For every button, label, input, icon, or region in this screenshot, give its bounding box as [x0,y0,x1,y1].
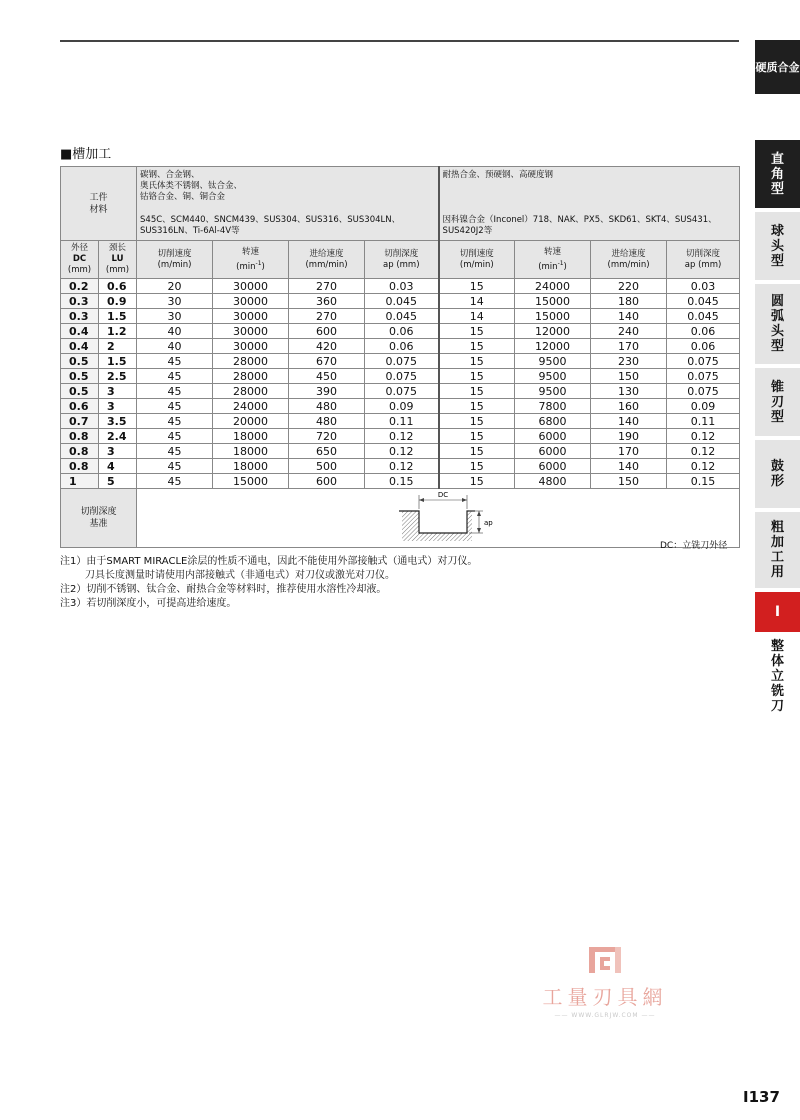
material-group-2 [439,167,740,241]
cell-lu: 1.5 [99,354,137,369]
cell-n2: 6000 [515,444,591,459]
side-tab-label: 硬质合金 [755,60,800,74]
side-tab-carbide[interactable] [755,40,800,94]
cell-n2: 4800 [515,474,591,489]
group1-material: 碳钢、合金钢、 [140,170,200,180]
cell-vf1: 600 [289,324,365,339]
col-header-ap-1 [365,241,439,279]
notes [60,555,477,611]
col-header-text: ) [261,261,265,272]
dc-dim-label: DC [437,491,449,499]
col-header-text: 切削深度 [384,248,419,259]
col-header-text: (min [538,261,558,272]
cell-ap1: 0.075 [365,354,439,369]
cell-vc1: 30 [137,294,213,309]
side-tab-solid-endmill [755,636,800,716]
table-row [61,384,740,399]
cell-vf2: 240 [591,324,667,339]
cell-vf1: 650 [289,444,365,459]
cell-ap1: 0.045 [365,294,439,309]
cell-vf2: 150 [591,369,667,384]
cell-n1: 28000 [213,369,289,384]
depth-reference-diagram-cell [137,489,740,548]
cell-lu: 5 [99,474,137,489]
cell-ap2: 0.11 [667,414,740,429]
side-tab-ball[interactable] [755,212,800,280]
cell-dc: 0.8 [61,459,99,474]
cell-vc1: 20 [137,279,213,294]
col-header-vc-2 [439,241,515,279]
cell-ap1: 0.15 [365,474,439,489]
cell-vf1: 270 [289,309,365,324]
ap-dim-label: ap [484,519,493,527]
cell-ap1: 0.045 [365,309,439,324]
cell-lu: 2.5 [99,369,137,384]
col-header-text: 切削速度 [157,248,192,259]
cell-ap2: 0.12 [667,444,740,459]
cell-vf1: 480 [289,414,365,429]
table-row [61,399,740,414]
col-header-text: 颈长 [109,243,127,253]
cell-dc: 0.5 [61,369,99,384]
cell-n1: 30000 [213,309,289,324]
col-header-dc [61,241,99,279]
cell-lu: 0.9 [99,294,137,309]
cell-ap1: 0.11 [365,414,439,429]
cell-ap1: 0.06 [365,339,439,354]
side-tab-label: 锥刃型 [770,379,784,425]
cell-lu: 3 [99,444,137,459]
col-header-text: 转速 [242,246,260,257]
side-tab-section-i[interactable] [755,592,800,632]
cell-n2: 6000 [515,459,591,474]
col-header-text: -1 [557,259,564,267]
depth-ref-text: 基准 [89,519,108,529]
col-header-ap-2 [667,241,740,279]
cell-ap1: 0.12 [365,429,439,444]
col-header-vf-1 [289,241,365,279]
cell-vf1: 450 [289,369,365,384]
col-header-text: (min [236,261,256,272]
cell-n2: 7800 [515,399,591,414]
dc-arrow-right [462,498,467,502]
cell-vf2: 170 [591,444,667,459]
cell-dc: 0.4 [61,324,99,339]
dc-arrow-left [419,498,424,502]
note-2: 注2）切削不锈钢、钛合金、耐热合金等材料时，推荐使用水溶性冷却液。 [60,584,387,595]
cell-n2: 15000 [515,309,591,324]
cell-n1: 30000 [213,324,289,339]
cell-n2: 24000 [515,279,591,294]
cell-dc: 1 [61,474,99,489]
col-header-text: 切削速度 [459,248,494,259]
cell-vf1: 720 [289,429,365,444]
cell-vc2: 15 [439,429,515,444]
ap-arrow-top [477,511,481,516]
group1-material: 奥氏体类不锈钢、钛合金、 [140,181,243,191]
col-header-text: LU [111,254,124,264]
cell-vf2: 230 [591,354,667,369]
cell-vf2: 140 [591,309,667,324]
depth-reference-label [61,489,137,548]
cutting-conditions-table [60,166,740,548]
cell-lu: 2.4 [99,429,137,444]
cell-vf2: 150 [591,474,667,489]
cell-n1: 24000 [213,399,289,414]
cell-n1: 18000 [213,459,289,474]
cell-vf1: 670 [289,354,365,369]
cell-vc1: 45 [137,384,213,399]
col-header-n-1 [213,241,289,279]
cell-dc: 0.5 [61,384,99,399]
cell-n1: 18000 [213,429,289,444]
group1-grades: S45C、SCM440、SNCM439、SUS304、SUS316、SUS304LN、 [140,215,401,225]
cell-vf2: 140 [591,414,667,429]
cell-n2: 12000 [515,339,591,354]
workpiece-header [61,167,137,241]
table-row [61,339,740,354]
cell-n2: 9500 [515,384,591,399]
cell-dc: 0.6 [61,399,99,414]
cell-ap2: 0.06 [667,339,740,354]
cell-n1: 28000 [213,384,289,399]
cell-vf1: 270 [289,279,365,294]
cell-vc1: 45 [137,474,213,489]
group2-grades: 因科镍合金（Inconel）718、NAK、PX5、SKD61、SKT4、SUS431、 [442,215,717,225]
cell-ap1: 0.09 [365,399,439,414]
col-header-text: ap (mm) [684,259,722,270]
watermark-logo-icon [585,945,625,975]
group1-material: 钴铬合金、铜、铜合金 [140,192,226,202]
table-row [61,444,740,459]
cell-vc2: 15 [439,324,515,339]
side-tab-label: 直角型 [770,151,784,197]
cell-vf1: 420 [289,339,365,354]
table-row [61,294,740,309]
col-header-vf-2 [591,241,667,279]
col-header-text: (mm) [105,265,130,275]
slot-depth-diagram [137,489,740,543]
side-tab-label: I [774,603,781,620]
cell-n1: 30000 [213,339,289,354]
table-row [61,354,740,369]
cell-dc: 0.2 [61,279,99,294]
side-tab-square[interactable] [755,140,800,208]
section-title [60,143,111,162]
cell-vc2: 15 [439,384,515,399]
col-header-n-2 [515,241,591,279]
cell-ap2: 0.075 [667,384,740,399]
cell-vc1: 45 [137,429,213,444]
cell-n1: 15000 [213,474,289,489]
depth-ref-text: 切削深度 [80,507,117,517]
cell-vf1: 600 [289,474,365,489]
cell-n1: 20000 [213,414,289,429]
group1-grades: SUS316LN、Ti-6Al-4V等 [140,226,240,236]
cell-vc2: 15 [439,354,515,369]
note-1-cont: 刀具长度测量时请使用内部接触式（非通电式）对刀仪或激光对刀仪。 [85,570,395,581]
cell-lu: 0.6 [99,279,137,294]
cell-vc2: 15 [439,414,515,429]
side-tab-label: 球头型 [770,223,784,269]
note-1: 注1）由于SMART MIRACLE涂层的性质不通电，因此不能使用外部接触式（通电式）对刀仪。 [60,556,478,567]
cell-vf1: 480 [289,399,365,414]
col-header-text: ) [563,261,567,272]
cell-vf2: 190 [591,429,667,444]
cell-vf2: 160 [591,399,667,414]
col-header-text: 进给速度 [309,248,344,259]
table-row [61,369,740,384]
col-header-text: (m/min) [157,259,192,270]
col-header-text: DC [72,254,87,264]
cell-ap2: 0.12 [667,459,740,474]
cell-vc1: 45 [137,399,213,414]
col-header-vc-1 [137,241,213,279]
cell-dc: 0.3 [61,309,99,324]
cell-n2: 12000 [515,324,591,339]
section-title-text: ■槽加工 [60,147,112,162]
cell-ap1: 0.075 [365,384,439,399]
cell-vc1: 45 [137,414,213,429]
cell-lu: 3 [99,399,137,414]
cell-ap2: 0.045 [667,309,740,324]
cell-n1: 28000 [213,354,289,369]
cell-vc1: 40 [137,324,213,339]
col-header-text: (m/min) [459,259,494,270]
cell-ap2: 0.06 [667,324,740,339]
cell-n1: 30000 [213,279,289,294]
cell-ap1: 0.12 [365,459,439,474]
cell-lu: 3 [99,384,137,399]
cell-vc2: 15 [439,444,515,459]
cell-vf2: 130 [591,384,667,399]
cell-lu: 3.5 [99,414,137,429]
col-header-text: 进给速度 [611,248,646,259]
col-header-lu [99,241,137,279]
cell-lu: 2 [99,339,137,354]
side-tab-label: 粗加工用 [770,520,784,580]
cell-vf1: 500 [289,459,365,474]
col-header-text: 切削深度 [686,248,721,259]
cell-vc2: 15 [439,369,515,384]
cell-lu: 4 [99,459,137,474]
cell-n2: 6800 [515,414,591,429]
cell-ap1: 0.03 [365,279,439,294]
cell-dc: 0.8 [61,444,99,459]
cell-vc2: 14 [439,309,515,324]
cell-ap1: 0.075 [365,369,439,384]
cell-n2: 6000 [515,429,591,444]
cell-dc: 0.5 [61,354,99,369]
cell-vc1: 30 [137,309,213,324]
cell-ap2: 0.09 [667,399,740,414]
side-tab-taper[interactable] [755,368,800,436]
cell-vc1: 45 [137,354,213,369]
col-header-text: -1 [255,259,262,267]
cell-dc: 0.4 [61,339,99,354]
col-header-text: 外径 [70,243,88,253]
table-row [61,279,740,294]
cell-lu: 1.2 [99,324,137,339]
cell-ap2: 0.075 [667,354,740,369]
watermark [540,945,670,1019]
table-row [61,459,740,474]
cell-ap2: 0.03 [667,279,740,294]
material-label: 材料 [89,204,108,215]
cell-vf2: 170 [591,339,667,354]
note-3: 注3）若切削深度小，可提高进给速度。 [60,598,237,609]
watermark-url: —— WWW.GLRJW.COM —— [554,1012,656,1019]
cell-vc2: 15 [439,279,515,294]
cell-ap2: 0.075 [667,369,740,384]
watermark-text: 工量刃具網 [542,985,668,1009]
cell-vf2: 220 [591,279,667,294]
cell-n2: 15000 [515,294,591,309]
table-body [61,279,740,489]
cell-n2: 9500 [515,354,591,369]
cell-vc1: 45 [137,459,213,474]
cell-ap2: 0.15 [667,474,740,489]
col-header-text: 转速 [544,246,562,257]
table-row [61,309,740,324]
workpiece-label: 工件 [89,192,108,203]
table-row [61,414,740,429]
table-row [61,324,740,339]
page-number: I137 [743,1088,780,1106]
col-header-text: (mm/min) [607,259,650,270]
cell-dc: 0.3 [61,294,99,309]
cell-n1: 18000 [213,444,289,459]
cell-vc2: 15 [439,339,515,354]
group2-grades: SUS420J2等 [442,226,493,236]
cell-ap1: 0.06 [365,324,439,339]
side-tab-label: 鼓形 [770,459,784,489]
cell-vc2: 15 [439,474,515,489]
table-row [61,429,740,444]
workpiece-hatch [402,511,472,541]
col-header-text: ap (mm) [383,259,420,270]
col-header-text: (mm) [67,265,92,275]
cell-vf1: 360 [289,294,365,309]
col-header-text: (mm/min) [305,259,348,270]
group2-material: 耐热合金、预硬钢、高硬度钢 [442,170,554,180]
dc-footnote: DC：立铣刀外径 [660,541,728,551]
cell-lu: 1.5 [99,309,137,324]
cell-ap2: 0.12 [667,429,740,444]
cell-ap1: 0.12 [365,444,439,459]
table-row [61,474,740,489]
cell-vf2: 140 [591,459,667,474]
cell-dc: 0.7 [61,414,99,429]
side-tab-barrel[interactable] [755,440,800,508]
side-tab-label: 圆弧头型 [770,294,784,354]
cell-ap2: 0.045 [667,294,740,309]
cell-vc1: 45 [137,369,213,384]
cell-vf2: 180 [591,294,667,309]
side-tab-roughing[interactable] [755,512,800,588]
cell-vc2: 14 [439,294,515,309]
cell-vc2: 15 [439,459,515,474]
cell-vf1: 390 [289,384,365,399]
cell-n2: 9500 [515,369,591,384]
cell-n1: 30000 [213,294,289,309]
cell-vc2: 15 [439,399,515,414]
cell-dc: 0.8 [61,429,99,444]
side-tab-label: 整体立铣刀 [770,638,784,714]
cell-vc1: 40 [137,339,213,354]
side-tab-radius[interactable] [755,284,800,364]
material-group-1 [137,167,439,241]
top-rule [60,40,739,42]
ap-arrow-bottom [477,528,481,533]
cell-vc1: 45 [137,444,213,459]
